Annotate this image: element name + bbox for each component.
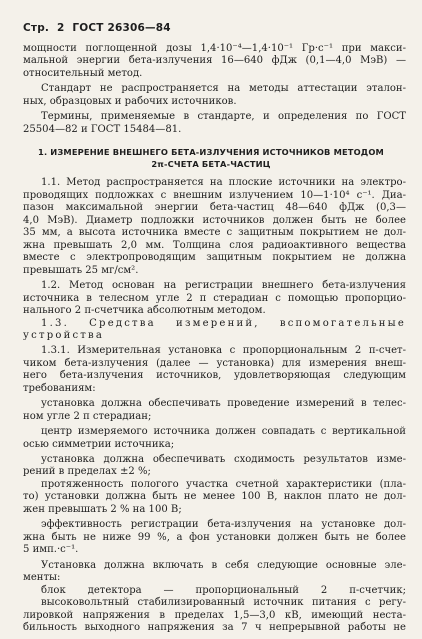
text-line: чиком бета-излучения (далее — установка) для измерения внеш- xyxy=(23,357,406,369)
text-line: менты: xyxy=(23,572,61,584)
text-line: него бета-излучения источников, удовлетворяющая следующим xyxy=(23,370,406,382)
text-line: 35 мм, а высота источника вместе с защитным покрытием не дол- xyxy=(23,227,406,239)
text-line: высоковольтный стабилизированный источник питания с регу- xyxy=(41,597,406,609)
text-line: лировкой напряжения в пределах 1,5—3,0 кВ, имеющий неста- xyxy=(23,609,406,621)
text-line: пазон максимальной энергии бета-частиц 48—640 фДж (0,3— xyxy=(23,202,406,214)
text-line: вместе с электропроводящим защитным покрытием не должна xyxy=(23,252,406,264)
text-line: относительный метод. xyxy=(23,67,143,79)
text-line: 5 имп.·с⁻¹. xyxy=(23,544,79,556)
text-line: жна превышать 2,0 мм. Толщина слоя радиоактивного вещества xyxy=(23,239,406,251)
subsection-title: устройства xyxy=(23,330,105,342)
text-line: 1.3.1. Измерительная установка с пропорциональным 2 π-счет- xyxy=(41,345,406,357)
text-line: 4,0 МэВ). Диаметр подложки источников должен быть не более xyxy=(23,214,406,226)
section-title: 1. ИЗМЕРЕНИЕ ВНЕШНЕГО БЕТА-ИЗЛУЧЕНИЯ ИСТОЧНИКОВ МЕТОДОМ xyxy=(38,146,384,157)
text-line: Установка должна включать в себя следующие основные эле- xyxy=(41,559,406,571)
text-line: установка должна обеспечивать сходимость результатов изме- xyxy=(41,453,406,465)
text-line: блок детектора — пропорциональный 2 π-счетчик; xyxy=(41,584,406,596)
text-line: Стандарт не распространяется на методы аттестации эталон- xyxy=(41,83,406,95)
text-line: Термины, применяемые в стандарте, и определения по ГОСТ xyxy=(41,111,406,123)
text-line: мощности поглощенной дозы 1,4·10⁻⁴—1,4·10⁻¹ Гр·с⁻¹ при макси- xyxy=(23,43,406,54)
subsection-title: 1.3. Средства измерений, вспомогательные xyxy=(41,317,406,329)
text-line: центр измеряемого источника должен совпадать с вертикальной xyxy=(41,426,406,438)
text-line: источника в телесном угле 2 π стерадиан с помощью пропорцио- xyxy=(23,292,406,304)
text-line: нального 2 π-счетчика абсолютным методом. xyxy=(23,305,266,317)
text-line: превышать 25 мг/см². xyxy=(23,264,139,276)
text-line: жна быть не ниже 99 %, а фон установки должен быть не более xyxy=(23,531,406,543)
section-title: 2π-СЧЕТА БЕТА-ЧАСТИЦ xyxy=(151,159,271,170)
text-line: ных, образцовых и рабочих источников. xyxy=(23,95,237,107)
text-line: рений в пределах ±2 %; xyxy=(23,466,151,478)
text-line: 1.1. Метод распространяется на плоские источники на электро- xyxy=(41,177,406,189)
text-line: требованиям: xyxy=(23,382,96,394)
standard-number: ГОСТ 26306—84 xyxy=(72,22,171,34)
text-line: эффективность регистрации бета-излучения на установке дол- xyxy=(41,519,406,531)
text-line: осью симметрии источника; xyxy=(23,438,175,450)
text-line: 25504—82 и ГОСТ 15484—81. xyxy=(23,123,182,135)
text-line: проводящих подложках с внешним излучением 10—1·10⁴ с⁻¹. Диа- xyxy=(23,189,406,201)
text-line: 1.2. Метод основан на регистрации внешнего бета-излучения xyxy=(41,280,406,292)
text-line: установка должна обеспечивать проведение измерений в телес- xyxy=(41,398,406,410)
page-header xyxy=(23,22,175,34)
text-line: протяженность пологого участка счетной характеристики (пла- xyxy=(41,478,406,490)
text-line: жен превышать 2 % на 100 В; xyxy=(23,503,182,515)
text-line: ном угле 2 π стерадиан; xyxy=(23,410,152,422)
text-line: бильность выходного напряжения за 7 ч непрерывной работы не xyxy=(23,622,406,633)
page-number: 2 xyxy=(56,22,65,34)
page-label: Стр. xyxy=(23,22,50,34)
text-line: мальной энергии бета-излучения 16—640 фДж (0,1—4,0 МэВ) — xyxy=(23,55,406,67)
text-line: то) установки должна быть не менее 100 В, наклон плато не дол- xyxy=(23,491,406,503)
